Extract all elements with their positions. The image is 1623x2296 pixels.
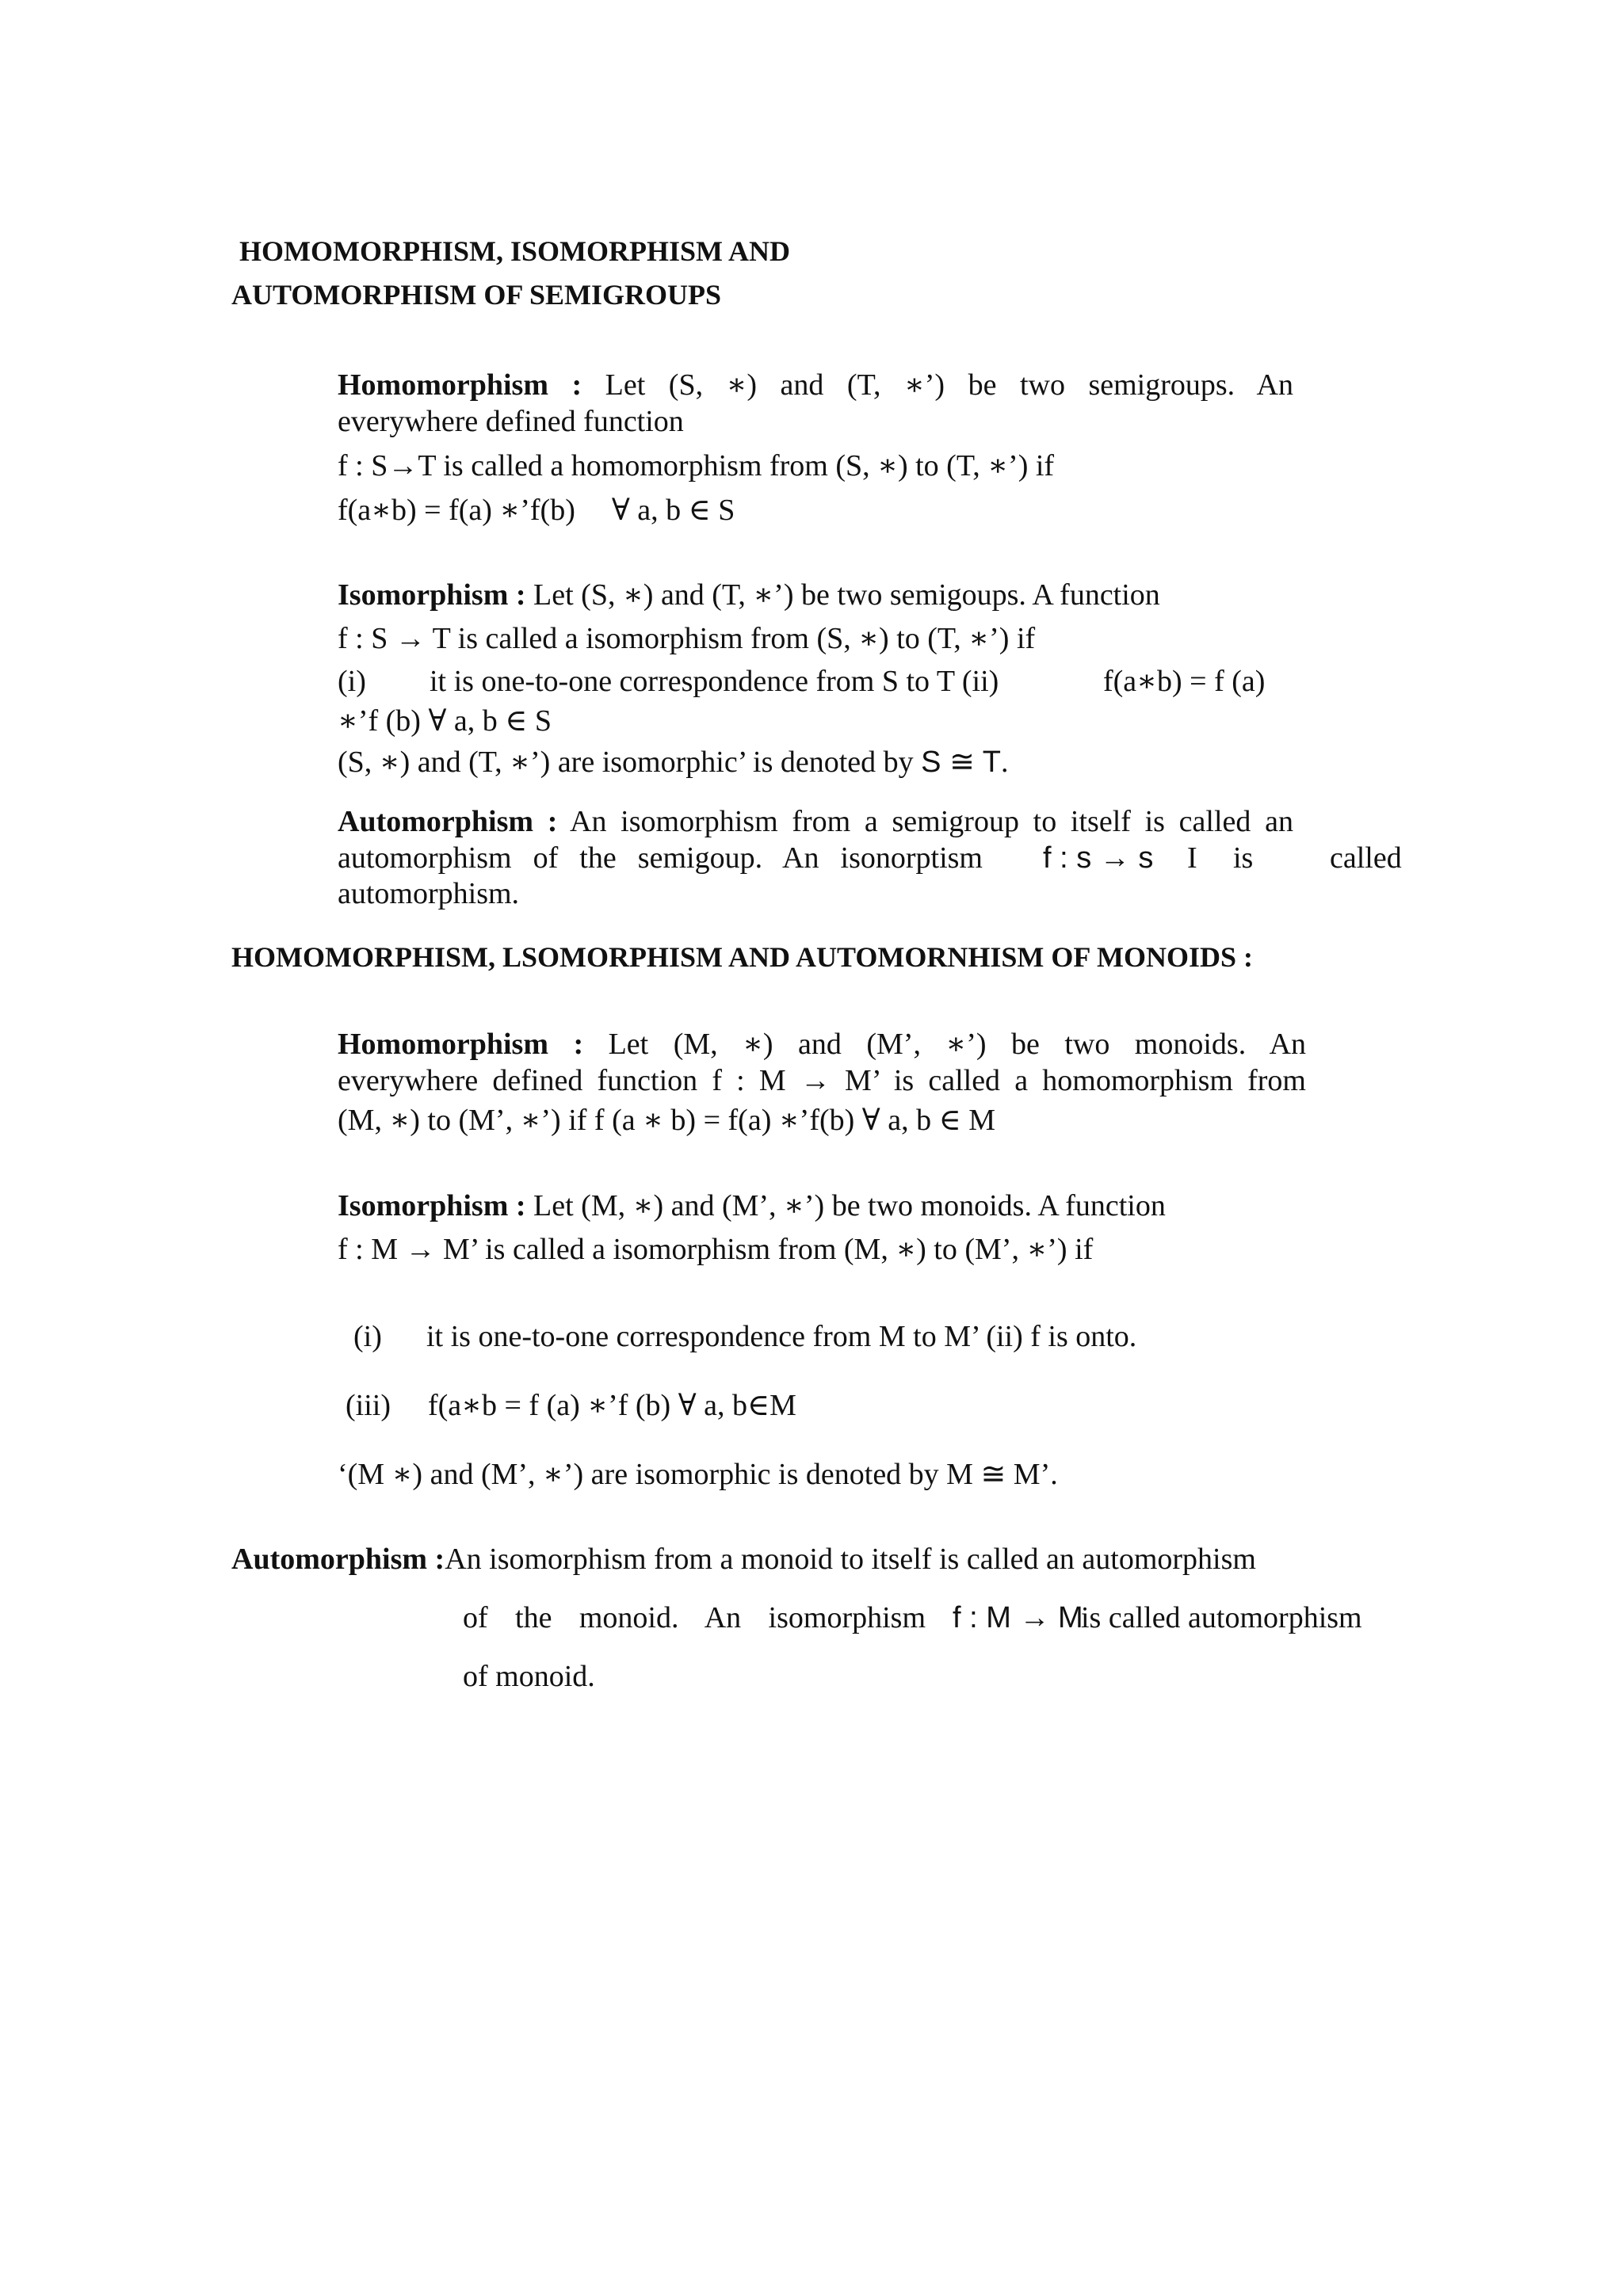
- semigroup-automorphism-definition-line-3: automorphism.: [338, 877, 520, 910]
- semigroup-isomorphism-notation: [338, 743, 1009, 782]
- semigroup-automorphism-term: Automorphism :: [338, 805, 558, 838]
- monoid-automorphism-definition-line-2a: of the monoid. An isomorphism: [463, 1601, 926, 1634]
- semigroup-isomorphism-definition-line-1: [338, 576, 1160, 615]
- semigroup-isomorphism-item-ii-continued: ∗’f (b) ∀ a, b ∈ S: [338, 704, 552, 738]
- semigroup-automorphism-definition-line-1: [338, 803, 1293, 841]
- semigroup-isomorphism-item-i-text: it is one-to-one correspondence from S to T (ii): [430, 665, 999, 698]
- semigroup-automorphism-is: is: [1233, 841, 1254, 875]
- semigroup-isomorphism-text-1: Let (S, ∗) and (T, ∗’) be two semigoups. A function: [533, 578, 1160, 612]
- semigroup-isomorphism-definition-line-2: f : S → T is called a isomorphism from (S, ∗) to (T, ∗’) if: [338, 622, 1036, 655]
- semigroup-automorphism-stray-letter: I: [1187, 841, 1197, 875]
- monoid-automorphism-definition-line-1: [231, 1540, 1256, 1579]
- semigroup-isomorphism-notation-text: (S, ∗) and (T, ∗’) are isomorphic’ is denoted by: [338, 746, 914, 779]
- monoid-isomorphism-notation: ‘(M ∗) and (M’, ∗’) are isomorphic is denoted by M ≅ M’.: [338, 1458, 1058, 1491]
- monoid-automorphism-term: Automorphism :: [231, 1543, 445, 1576]
- semigroup-homomorphism-definition-line-1: [338, 366, 1293, 405]
- monoid-homomorphism-term: Homomorphism :: [338, 1028, 584, 1061]
- monoid-isomorphism-item-i-number: (i): [353, 1320, 382, 1353]
- semigroup-homomorphism-term: Homomorphism :: [338, 368, 582, 402]
- monoid-automorphism-map-symbol: f : M → M: [953, 1601, 1083, 1634]
- semigroup-isomorphism-notation-end: .: [1001, 746, 1009, 779]
- monoid-homomorphism-definition-line-3: (M, ∗) to (M’, ∗’) if f (a ∗ b) = f(a) ∗’f(b) ∀ a, b ∈ M: [338, 1104, 996, 1137]
- semigroup-automorphism-definition-line-2: automorphism of the semigoup. An isonorptism: [338, 841, 983, 875]
- monoid-automorphism-text-1: An isomorphism from a monoid to itself is called an automorphism: [445, 1543, 1256, 1576]
- monoid-isomorphism-definition-line-1: [338, 1187, 1166, 1226]
- semigroups-title-line-2: AUTOMORPHISM OF SEMIGROUPS: [231, 279, 722, 311]
- semigroup-homomorphism-condition: [338, 491, 735, 530]
- semigroup-automorphism-text-1: An isomorphism from a semigroup to itself is called an: [570, 805, 1293, 838]
- semigroup-isomorphic-symbol: S ≅ T: [921, 746, 1001, 779]
- monoid-isomorphism-item-iii-text: f(a∗b = f (a) ∗’f (b) ∀ a, b∈M: [428, 1389, 796, 1422]
- monoid-homomorphism-definition-line-2: everywhere defined function f : M → M’ is called a homomorphism from: [338, 1064, 1306, 1097]
- semigroup-automorphism-map-symbol: f : s → s: [1043, 841, 1154, 875]
- semigroup-isomorphism-item-i-number: (i): [338, 665, 366, 698]
- monoid-isomorphism-term: Isomorphism :: [338, 1189, 526, 1222]
- semigroup-homomorphism-text-1: Let (S, ∗) and (T, ∗’) be two semigroups. An: [605, 368, 1293, 402]
- monoids-title: HOMOMORPHISM, LSOMORPHISM AND AUTOMORNHISM OF MONOIDS :: [231, 941, 1254, 973]
- monoid-isomorphism-definition-line-2: f : M → M’ is called a isomorphism from (M, ∗) to (M’, ∗’) if: [338, 1233, 1094, 1266]
- monoid-automorphism-definition-line-3: of monoid.: [463, 1660, 595, 1693]
- monoid-automorphism-definition-line-2b: is called automorphism: [1081, 1601, 1362, 1634]
- semigroup-isomorphism-item-ii-equation: f(a∗b) = f (a): [1103, 665, 1266, 698]
- monoid-homomorphism-text-1: Let (M, ∗) and (M’, ∗’) be two monoids. An: [608, 1028, 1307, 1061]
- semigroup-automorphism-called: called: [1330, 841, 1402, 875]
- semigroup-homomorphism-quantifier: ∀ a, b ∈ S: [611, 494, 735, 527]
- monoid-isomorphism-item-iii-number: (iii): [346, 1389, 391, 1422]
- semigroup-homomorphism-definition-line-3: f : S→T is called a homomorphism from (S, ∗) to (T, ∗’) if: [338, 449, 1055, 482]
- monoid-isomorphism-item-i-text: it is one-to-one correspondence from M to M’ (ii) f is onto.: [426, 1320, 1137, 1353]
- monoid-isomorphism-text-1: Let (M, ∗) and (M’, ∗’) be two monoids. A function: [533, 1189, 1166, 1222]
- semigroups-title-line-1: HOMOMORPHISM, ISOMORPHISM AND: [239, 235, 790, 267]
- semigroup-homomorphism-definition-line-2: everywhere defined function: [338, 405, 684, 438]
- semigroup-isomorphism-term: Isomorphism :: [338, 578, 526, 612]
- semigroup-isomorphism-item-i: [338, 662, 366, 701]
- semigroup-homomorphism-equation: f(a∗b) = f(a) ∗’f(b): [338, 494, 575, 527]
- monoid-homomorphism-definition-line-1: [338, 1025, 1306, 1064]
